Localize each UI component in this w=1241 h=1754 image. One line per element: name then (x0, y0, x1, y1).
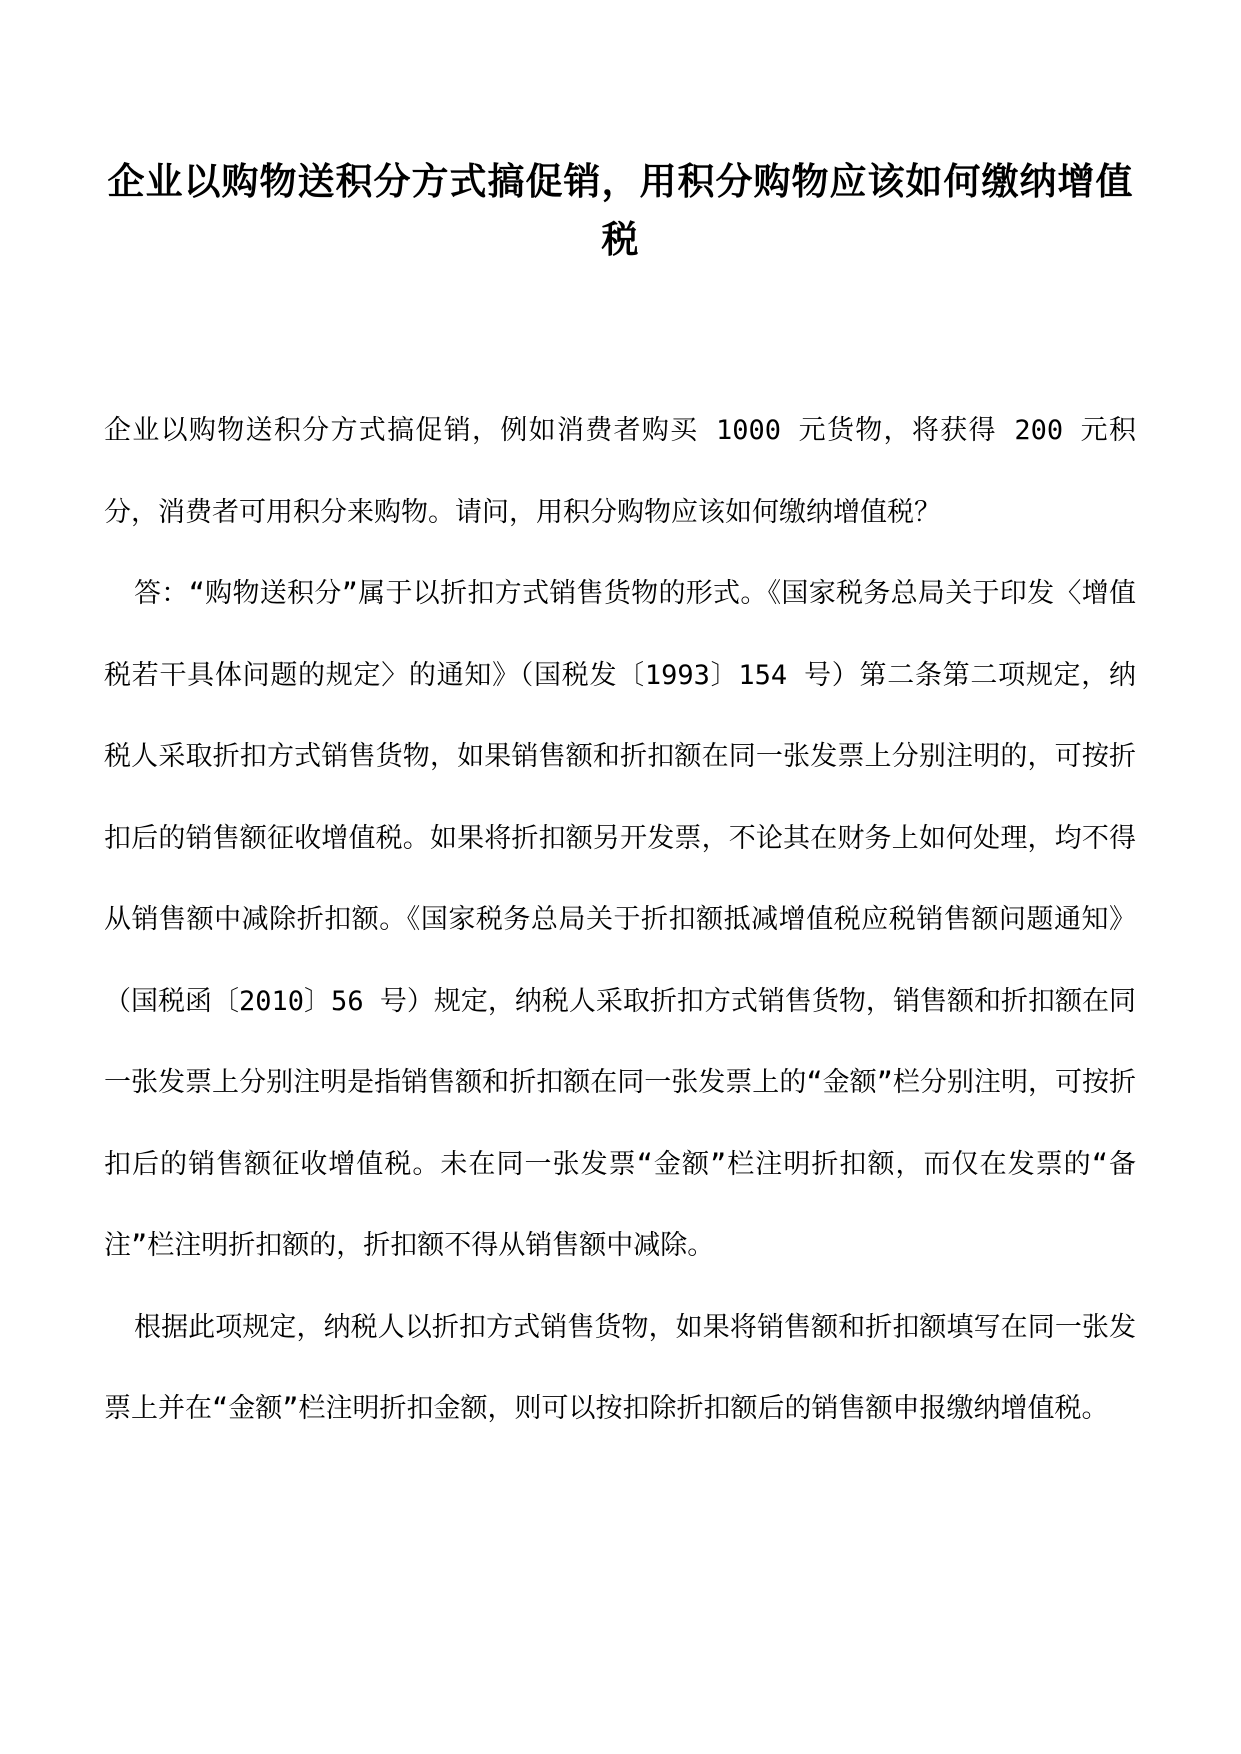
document-body (104, 390, 1136, 1450)
document-title: 企业以购物送积分方式搞促销，用积分购物应该如何缴纳增值税 (107, 159, 1134, 261)
answer-paragraph: 答：“购物送积分”属于以折扣方式销售货物的形式。《国家税务总局关于印发〈增值税若干具体问题的规定〉的通知》（国税发〔1993〕154 号）第二条第二项规定，纳税人采取折扣方式销售货物，如果销售额和折扣额在同一张发票上分别注明的，可按折扣后的销售额征收增值税。如果将折扣额另开发票，不论其在财务上如何处理，均不得从销售额中减除折扣额。《国家税务总局关于折扣额抵减增值税应税销售额问题通知》（国税函〔2010〕56 号）规定，纳税人采取折扣方式销售货物，销售额和折扣额在同一张发票上分别注明是指销售额和折扣额在同一张发票上的“金额”栏分别注明，可按折扣后的销售额征收增值税。未在同一张发票“金额”栏注明折扣额，而仅在发票的“备注”栏注明折扣额的，折扣额不得从销售额中减除。 (104, 578, 1136, 1261)
conclusion-paragraph: 根据此项规定，纳税人以折扣方式销售货物，如果将销售额和折扣额填写在同一张发票上并在“金额”栏注明折扣金额，则可以按扣除折扣额后的销售额申报缴纳增值税。 (104, 1311, 1136, 1424)
question-paragraph: 企业以购物送积分方式搞促销，例如消费者购买 1000 元货物，将获得 200 元积分，消费者可用积分来购物。请问，用积分购物应该如何缴纳增值税？ (104, 415, 1136, 528)
